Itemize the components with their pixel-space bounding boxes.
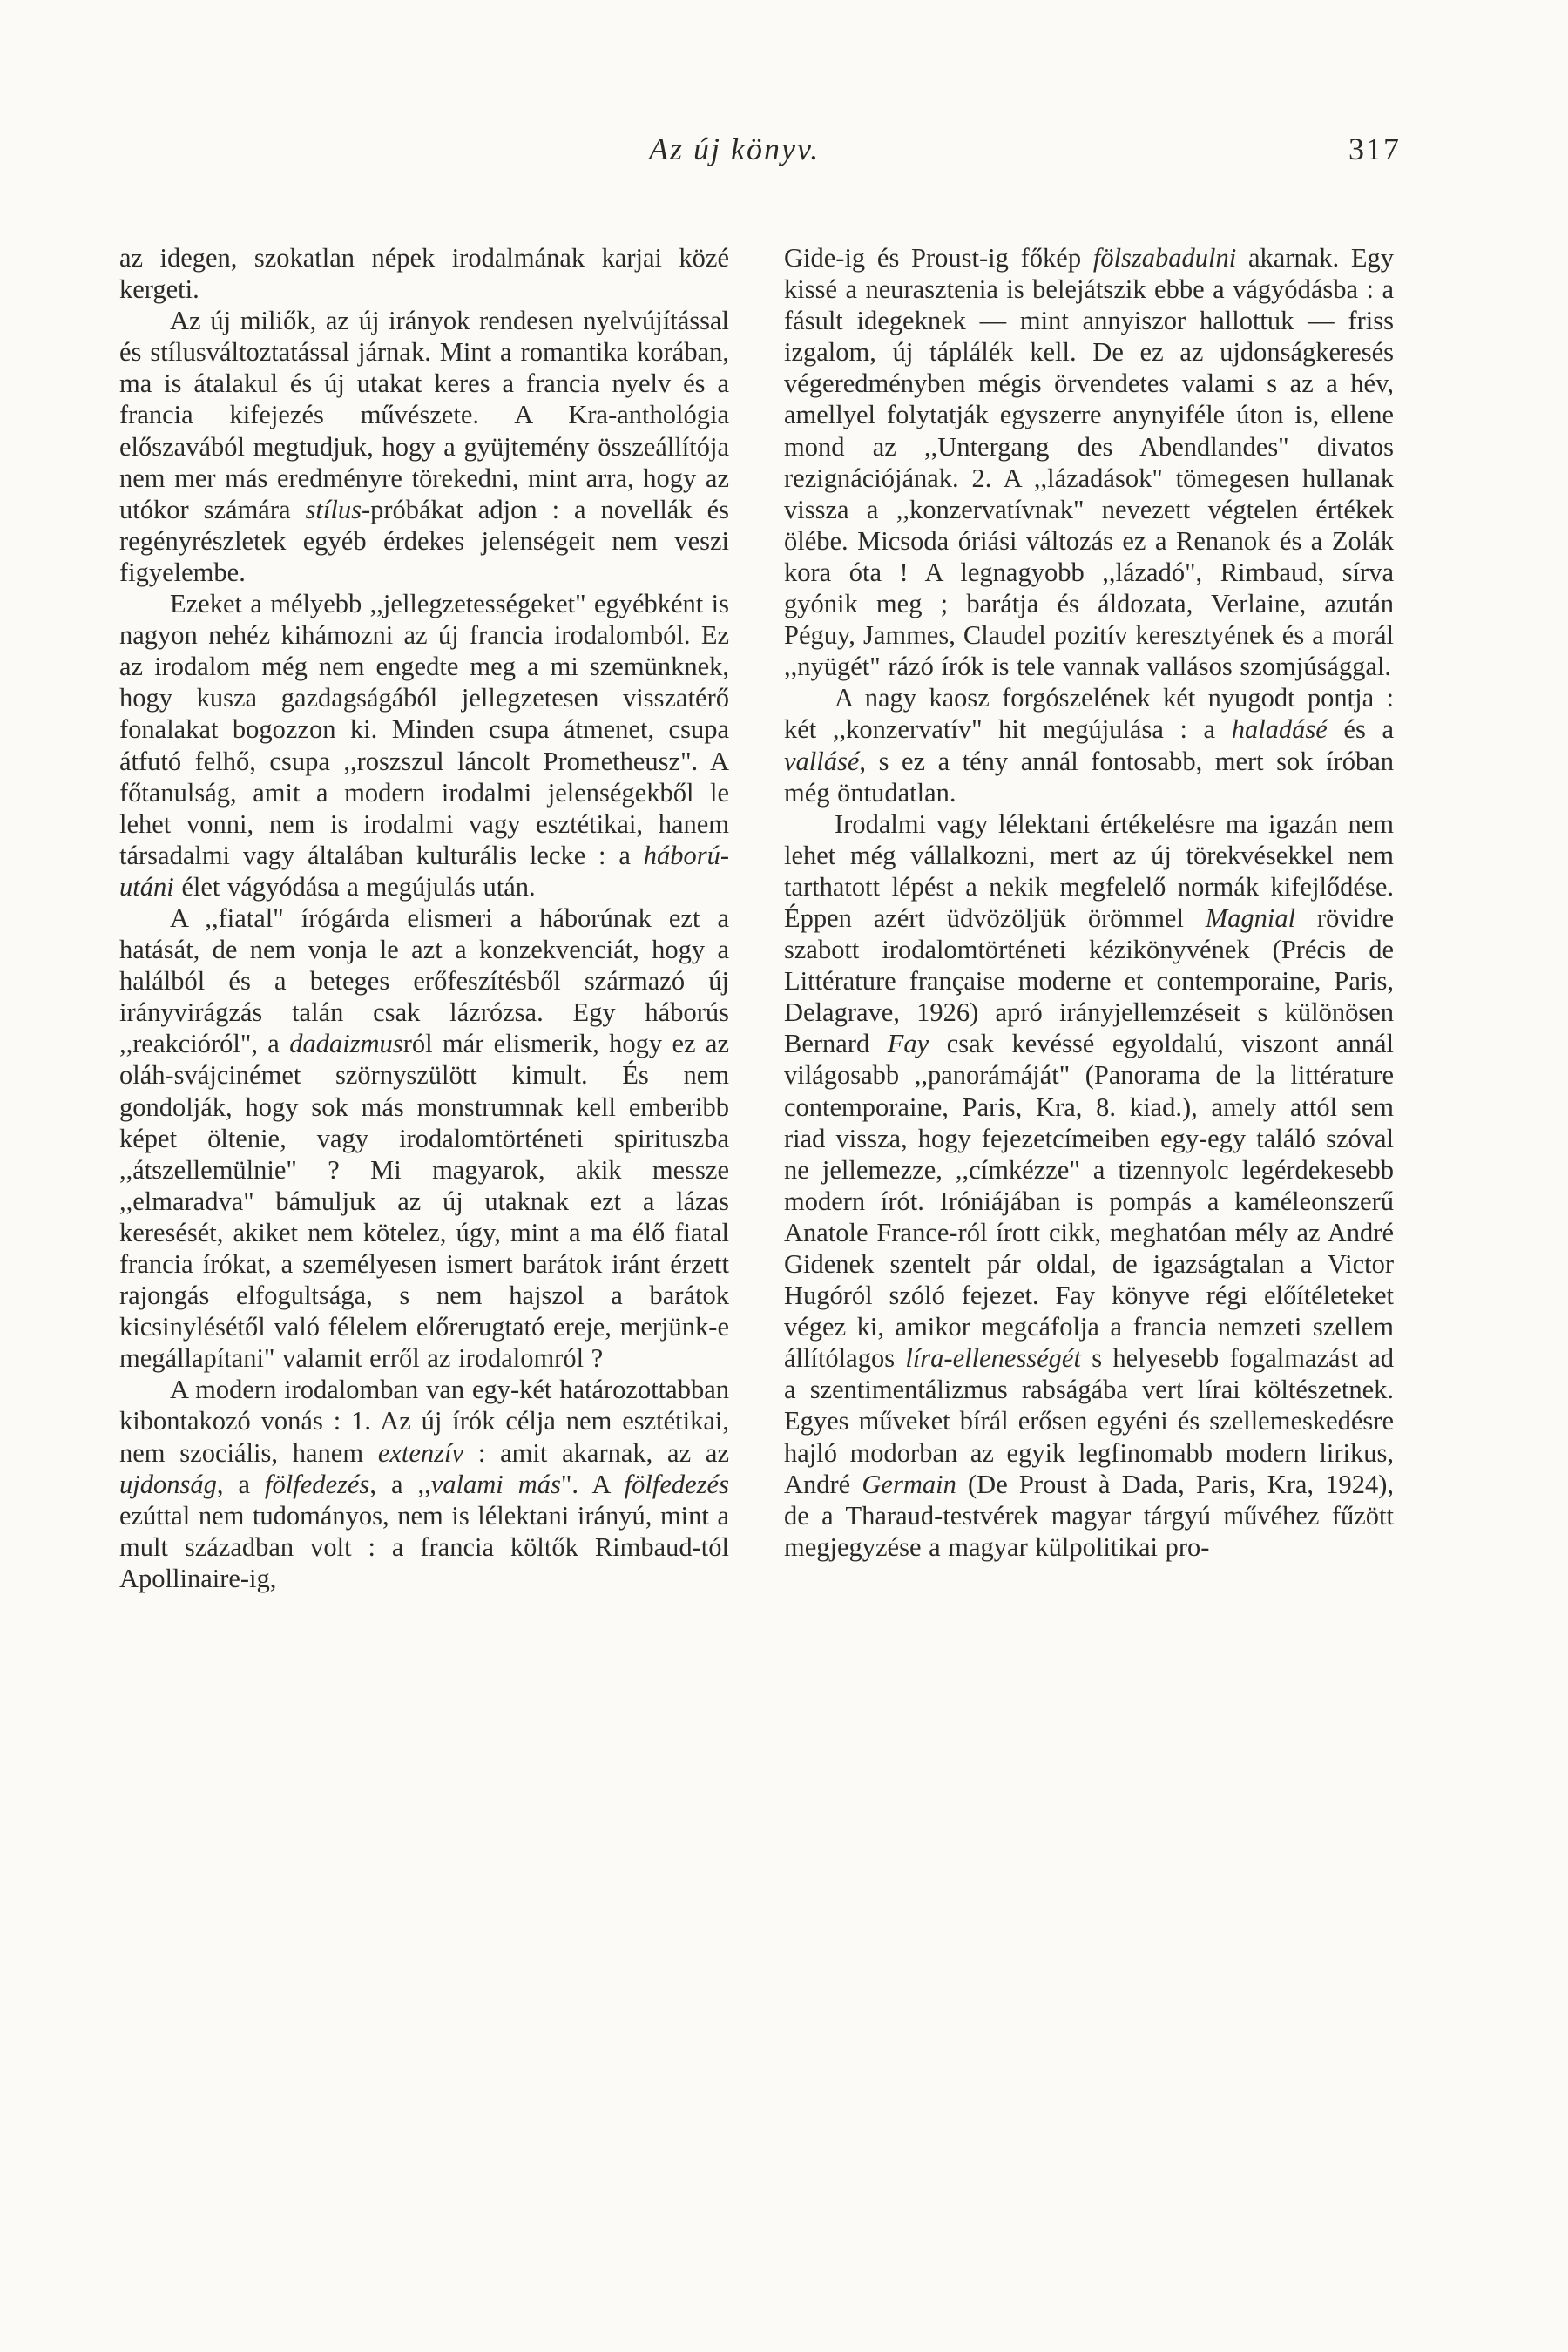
right-column [784,242,1394,1563]
paragraph: Az új miliők, az új irányok rendesen nyelvújítással és stílusváltoztatással járnak. Mint a romantika korában, ma is átalakul és új utakat keres a francia nyelv és a francia kifejezés művészete. A Kra-anthológia előszavából megtudjuk, hogy a gyüjtemény összeállítója nem mer más eredményre törekedni, mint arra, hogy az utókor számára stílus-próbákat adjon : a novellák és regényrészletek egyéb érdekes jelenségeit nem veszi figyelembe. [119,306,729,587]
paragraph: Ezeket a mélyebb ,,jellegzetességeket" egyébként is nagyon nehéz kihámozni az új francia irodalomból. Ez az irodalom még nem engedte meg a mi szemünknek, hogy kusza gazdagságából jellegzetesen visszatérő fonalakat bogozzon ki. Minden csupa átmenet, csupa átfutó felhő, csupa ,,roszszul láncolt Prometheusz". A főtanulság, amit a modern irodalmi jelenségekből le lehet vonni, nem is irodalmi vagy esztétikai, hanem társadalmi vagy általában kulturális lecke : a háború-utáni élet vágyódása a megújulás után. [119,589,729,902]
paragraph: A ,,fiatal" írógárda elismeri a háborúnak ezt a hatását, de nem vonja le azt a konzekvenciát, hogy a halálból és a beteges erőfeszítésből származó új irányvirágzás talán csak lázrózsa. Egy háborús ,,reakcióról", a dadaizmusról már elismerik, hogy ez az oláh-svájcinémet szörnyszülött kimult. És nem gondolják, hogy sok más monstrumnak kell emberibb képet öltenie, vagy irodalomtörténeti spirituszba ,,átszellemülnie" ? Mi magyarok, akik messze ,,elmaradva" bámuljuk az új utaknak ezt a lázas keresését, akiket nem kötelez, úgy, mint a ma élő fiatal francia írókat, a személyesen ismert barátok iránt érzett rajongás elfogultsága, s nem hajszol a barátok kicsinylésétől való félelem előrerugtató ereje, merjünk-e megállapítani" valamit erről az irodalomról ? [119,902,729,1374]
page-number: 317 [1348,132,1401,166]
paragraph: A modern irodalomban van egy-két határozottabban kibontakozó vonás : 1. Az új írók célja nem esztétikai, nem szociális, hanem extenzív : amit akarnak, az az ujdonság, a fölfedezés, a ,,valami más". A fölfedezés ezúttal nem tudományos, nem is lélektani irányú, mint a mult században volt : a francia költők Rimbaud-tól Apollinaire-ig, [119,1375,729,1593]
paragraph: Gide-ig és Proust-ig főkép fölszabadulni akarnak. Egy kissé a neurasztenia is belejátszik ebbe a vágyódásba : a fásult idegeknek — mint annyiszor hallottuk — friss izgalom, új táplálék kell. De ez az ujdonságkeresés végeredményben mégis örvendetes valami s az a hév, amellyel folytatják egyszerre anynyiféle úton is, ellene mond az ,,Untergang des Abendlandes" divatos rezignációjának. 2. A ,,lázadások" tömegesen hullanak vissza a ,,konzervatívnak" nevezett végtelen értékek ölébe. Micsoda óriási változás ez a Renanok és a Zolák kora óta ! A legnagyobb ,,lázadó", Rimbaud, sírva gyónik meg ; barátja és áldozata, Verlaine, azután Péguy, Jammes, Claudel pozitív keresztyének és a morál ,,nyügét" rázó írók is tele vannak vallásos szomjúsággal. [784,243,1394,682]
paragraph: az idegen, szokatlan népek irodalmának karjai közé kergeti. [119,243,729,305]
paragraph: A nagy kaosz forgószelének két nyugodt pontja : két ,,konzervatív" hit megújulása : a haladásé és a vallásé, s ez a tény annál fontosabb, mert sok íróban még öntudatlan. [784,683,1394,808]
paragraph: Irodalmi vagy lélektani értékelésre ma igazán nem lehet még vállalkozni, mert az új törekvésekkel nem tarthatott lépést a nekik megfelelő normák kifejlődése. Éppen azért üdvözöljük örömmel Magnial rövidre szabott irodalomtörténeti kézikönyvének (Précis de Littérature française moderne et contemporaine, Paris, Delagrave, 1926) apró irányjellemzéseit s különösen Bernard Fay csak kevéssé egyoldalú, viszont annál világosabb ,,panorámáját" (Panorama de la littérature contemporaine, Paris, Kra, 8. kiad.), amely attól sem riad vissza, hogy fejezetcímeiben egy-egy találó szóval ne jellemezze, ,,címkézze" a tizennyolc legérdekesebb modern írót. Iróniájában is pompás a kaméleonszerű Anatole France-ról írott cikk, meghatóan mély az André Gidenek szentelt pár oldal, de igazságtalan a Victor Hugóról szóló fejezet. Fay könyve régi előítéleteket végez ki, amikor megcáfolja a francia nemzeti szellem állítólagos líra-ellenességét s helyesebb fogalmazást ad a szentimentálizmus rabságába vert lírai költészetnek. Egyes műveket bírál erősen egyéni és szellemeskedésre hajló modorban az egyik legfinomabb modern lirikus, André Germain (De Proust à Dada, Paris, Kra, 1924), de a Tharaud-testvérek magyar tárgyú művéhez fűzött megjegyzése a magyar külpolitikai pro- [784,808,1394,1562]
running-header-title: Az új könyv. [649,132,821,166]
left-column [119,242,729,1594]
